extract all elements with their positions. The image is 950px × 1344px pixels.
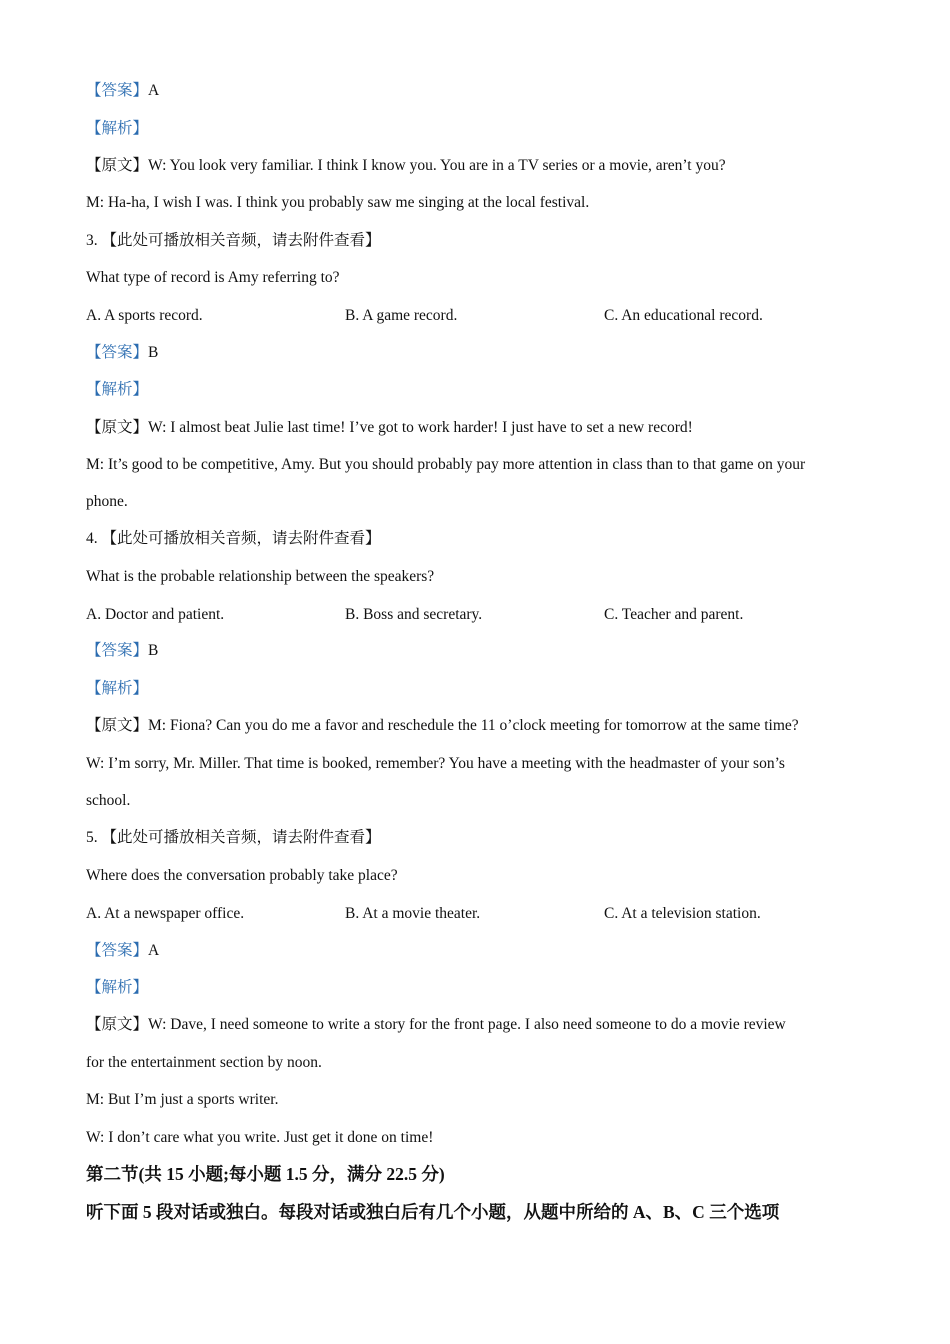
option-c: C. At a television station. (604, 905, 761, 922)
transcript-tag: 【原文】 (86, 1016, 149, 1033)
question-text: Where does the conversation probably take place? (86, 867, 398, 884)
transcript-text: W: I almost beat Julie last time! I’ve got to work harder! I just have to set a new record! (148, 419, 693, 436)
answer-line (86, 343, 890, 363)
question-text: What type of record is Amy referring to? (86, 269, 340, 286)
answer-tag: 【答案】 (86, 82, 149, 99)
option-c: C. An educational record. (604, 307, 763, 324)
transcript-text: W: You look very familiar. I think I know you. You are in a TV series or a movie, aren’t you? (148, 157, 726, 174)
transcript-text: phone. (86, 493, 128, 510)
answer-line (86, 641, 890, 661)
answer-value: B (148, 642, 159, 659)
answer-value: B (148, 344, 159, 361)
section-title: 第二节(共 15 小题;每小题 1.5 分，满分 22.5 分) (86, 1164, 445, 1184)
answer-line (86, 941, 890, 961)
transcript-text: M: Fiona? Can you do me a favor and reschedule the 11 o’clock meeting for tomorrow at the same time? (148, 717, 799, 734)
option-a: A. A sports record. (86, 307, 203, 324)
transcript-text: W: I’m sorry, Mr. Miller. That time is booked, remember? You have a meeting with the headmaster of your son’s (86, 755, 785, 772)
transcript-text: for the entertainment section by noon. (86, 1054, 322, 1071)
analysis-tag: 【解析】 (86, 680, 149, 697)
option-a: A. Doctor and patient. (86, 606, 225, 623)
analysis-tag: 【解析】 (86, 979, 149, 996)
option-c: C. Teacher and parent. (604, 606, 744, 623)
answer-value: A (148, 942, 160, 959)
transcript-text: M: Ha-ha, I wish I was. I think you probably saw me singing at the local festival. (86, 194, 590, 211)
section-instruction: 听下面 5 段对话或独白。每段对话或独白后有几个小题，从题中所给的 A、B、C 三个选项 (86, 1202, 780, 1222)
answer-tag: 【答案】 (86, 642, 149, 659)
option-a: A. At a newspaper office. (86, 905, 245, 922)
answer-line (86, 81, 890, 101)
option-b: B. Boss and secretary. (345, 606, 483, 623)
question-header: 5. 【此处可播放相关音频，请去附件查看】 (86, 829, 381, 846)
answer-tag: 【答案】 (86, 942, 149, 959)
answer-value: A (148, 82, 160, 99)
transcript-line (86, 716, 890, 736)
question-text: What is the probable relationship between the speakers? (86, 568, 435, 585)
analysis-tag: 【解析】 (86, 120, 149, 137)
transcript-tag: 【原文】 (86, 157, 149, 174)
transcript-text: W: I don’t care what you write. Just get it done on time! (86, 1129, 434, 1146)
transcript-text: M: It’s good to be competitive, Amy. But you should probably pay more attention in class than to that game on your (86, 456, 806, 473)
transcript-line (86, 156, 890, 176)
question-header: 3. 【此处可播放相关音频，请去附件查看】 (86, 232, 381, 249)
answer-tag: 【答案】 (86, 344, 149, 361)
transcript-line (86, 1015, 890, 1035)
transcript-tag: 【原文】 (86, 419, 149, 436)
transcript-text: W: Dave, I need someone to write a story for the front page. I also need someone to do a movie review (148, 1016, 786, 1033)
question-header: 4. 【此处可播放相关音频，请去附件查看】 (86, 530, 381, 547)
transcript-text: school. (86, 792, 131, 809)
transcript-line (86, 418, 890, 438)
analysis-tag: 【解析】 (86, 381, 149, 398)
option-b: B. At a movie theater. (345, 905, 481, 922)
option-b: B. A game record. (345, 307, 458, 324)
transcript-text: M: But I’m just a sports writer. (86, 1091, 279, 1108)
transcript-tag: 【原文】 (86, 717, 149, 734)
